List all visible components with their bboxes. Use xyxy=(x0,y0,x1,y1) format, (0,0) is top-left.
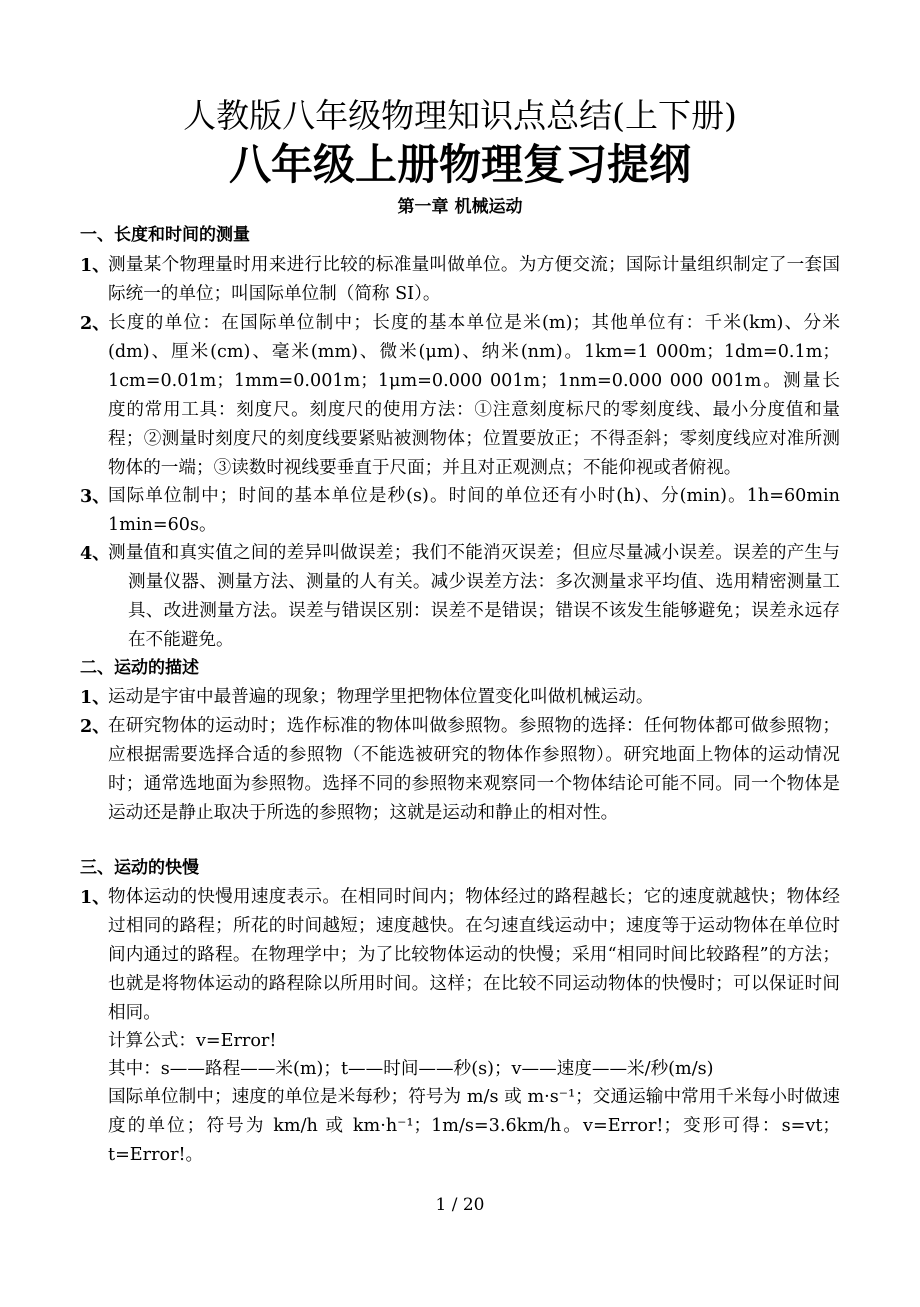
item-text: 国际单位制中；时间的基本单位是秒(s)。时间的单位还有小时(h)、分(min)。1h=60min 1min=60s。 xyxy=(108,486,840,535)
item-number: 1、 xyxy=(80,255,110,276)
item-number: 1、 xyxy=(80,687,110,708)
chapter-heading: 第一章 机械运动 xyxy=(397,197,523,217)
unit-text: 国际单位制中；速度的单位是米每秒；符号为 m/s 或 m·s⁻¹；交通运输中常用千米每小时做速度的单位；符号为 km/h 或 km·h⁻¹；1m/s=3.6km/h。v=Error!；变形可得：s=vt；t=Error!。 xyxy=(108,1087,840,1165)
formula-line: 计算公式：v=Error! xyxy=(108,1031,277,1051)
page-number: 1 / 20 xyxy=(435,1195,485,1215)
list-item xyxy=(80,309,840,483)
definition-line: 其中：s——路程——米(m)；t——时间——秒(s)；v——速度——米/秒(m/s) xyxy=(108,1059,714,1079)
item-text: 测量值和真实值之间的差异叫做误差；我们不能消灭误差；但应尽量减小误差。误差的产生与测量仪器、测量方法、测量的人有关。减少误差方法：多次测量求平均值、选用精密测量工具、改进测量方法。误差与错误区别：误差不是错误；错误不该发生能够避免；误差永远存在不能避免。 xyxy=(108,543,840,650)
item-text: 长度的单位：在国际单位制中；长度的基本单位是米(m)；其他单位有：千米(km)、分米(dm)、厘米(cm)、毫米(mm)、微米(μm)、纳米(nm)。1km=1 000m；1dm=0.1m；1cm=0.01m；1mm=0.001m；1μm=0.000 001m；1nm=0.000 000 001m。测量长度的常用工具：刻度尺。刻度尺的使用方法：①注意刻度标尺的零刻度线、最小分度值和量程；②测量时刻度尺的刻度线要紧贴被测物体；位置要放正；不得歪斜；零刻度线应对准所测物体的一端；③读数时视线要垂直于尺面；并且对正观测点；不能仰视或者俯视。 xyxy=(108,313,840,478)
list-item xyxy=(80,683,840,712)
item-number: 2、 xyxy=(80,313,110,334)
document-subtitle: 八年级上册物理复习提纲 xyxy=(228,140,691,189)
list-item xyxy=(80,482,840,540)
unit-paragraph xyxy=(80,1083,840,1170)
section-heading: 二、运动的描述 xyxy=(80,658,199,678)
section-heading: 三、运动的快慢 xyxy=(80,858,199,878)
item-number: 1、 xyxy=(80,887,110,908)
item-text: 测量某个物理量时用来进行比较的标准量叫做单位。为方便交流；国际计量组织制定了一套国际统一的单位；叫国际单位制（简称 SI）。 xyxy=(108,255,840,304)
item-text: 运动是宇宙中最普遍的现象；物理学里把物体位置变化叫做机械运动。 xyxy=(108,687,654,707)
list-item xyxy=(80,251,840,309)
item-text: 在研究物体的运动时；选作标准的物体叫做参照物。参照物的选择：任何物体都可做参照物；应根据需要选择合适的参照物（不能选被研究的物体作参照物）。研究地面上物体的运动情况时；通常选地面为参照物。选择不同的参照物来观察同一个物体结论可能不同。同一个物体是运动还是静止取决于所选的参照物；这就是运动和静止的相对性。 xyxy=(108,716,840,823)
item-number: 4、 xyxy=(80,543,110,564)
list-item xyxy=(80,883,840,1028)
item-number: 3、 xyxy=(80,486,110,507)
list-item xyxy=(80,539,840,655)
item-number: 2、 xyxy=(80,716,110,737)
document-title: 人教版八年级物理知识点总结(上下册) xyxy=(183,96,737,135)
section-heading: 一、长度和时间的测量 xyxy=(80,225,250,245)
list-item xyxy=(80,712,840,828)
item-text: 物体运动的快慢用速度表示。在相同时间内；物体经过的路程越长；它的速度就越快；物体经过相同的路程；所花的时间越短；速度越快。在匀速直线运动中；速度等于运动物体在单位时间内通过的路程。在物理学中；为了比较物体运动的快慢；采用“相同时间比较路程”的方法；也就是将物体运动的路程除以所用时间。这样；在比较不同运动物体的快慢时；可以保证时间相同。 xyxy=(108,887,840,1023)
